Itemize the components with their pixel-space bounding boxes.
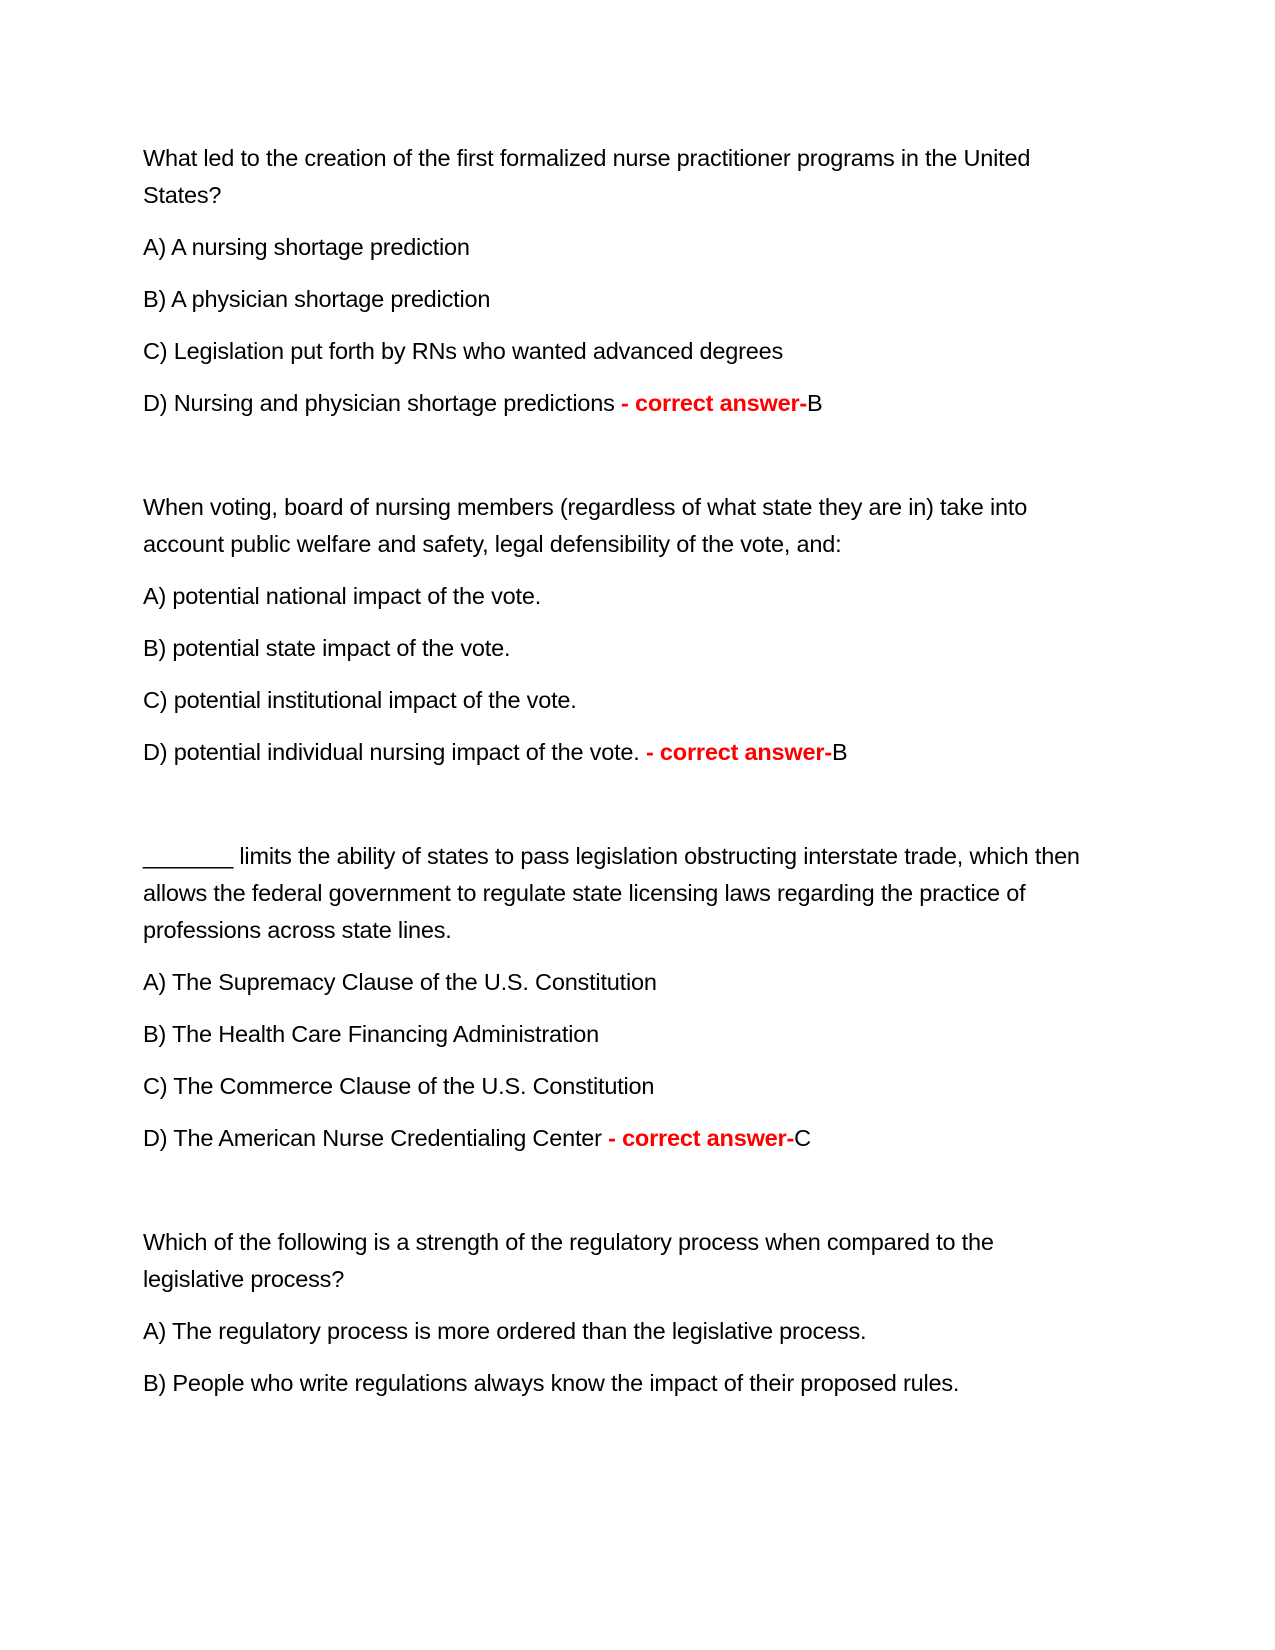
option-c: C) Legislation put forth by RNs who wanted advanced degrees: [143, 338, 784, 364]
question-stem: What led to the creation of the first formalized nurse practitioner programs in the United States?: [143, 145, 1031, 208]
option-d: D) Nursing and physician shortage predictions: [143, 390, 615, 416]
correct-answer-letter: B: [831, 739, 848, 765]
question-stem: When voting, board of nursing members (regardless of what state they are in) take into account public welfare and safety, legal defensibility of the vote, and:: [143, 494, 1028, 557]
option-b: B) People who write regulations always know the impact of their proposed rules.: [143, 1370, 960, 1396]
option-c: C) potential institutional impact of the vote.: [143, 687, 577, 713]
option-a: A) The Supremacy Clause of the U.S. Constitution: [143, 969, 657, 995]
question-3: [143, 838, 1083, 1157]
option-a: A) The regulatory process is more ordered than the legislative process.: [143, 1318, 867, 1344]
option-b: B) A physician shortage prediction: [143, 286, 491, 312]
correct-answer-letter: C: [794, 1125, 811, 1151]
question-2: [143, 489, 1083, 771]
spacer: [143, 1172, 1083, 1224]
question-4: [143, 1224, 1083, 1402]
option-d-with-answer: [143, 385, 1083, 422]
correct-answer-marker: - correct answer-: [614, 390, 808, 416]
spacer: [143, 786, 1083, 838]
option-c: C) The Commerce Clause of the U.S. Constitution: [143, 1073, 655, 1099]
option-a: A) A nursing shortage prediction: [143, 234, 470, 260]
option-d: D) The American Nurse Credentialing Center: [143, 1125, 602, 1151]
question-stem: _______ limits the ability of states to pass legislation obstructing interstate trade, which then allows the federal government to regulate state licensing laws regarding the practice of professions across state lines.: [143, 843, 1080, 943]
option-d-with-answer: [143, 1120, 1083, 1157]
correct-answer-marker: - correct answer-: [639, 739, 832, 765]
option-d-with-answer: [143, 734, 1083, 771]
spacer: [143, 437, 1083, 489]
option-b: B) potential state impact of the vote.: [143, 635, 511, 661]
option-a: A) potential national impact of the vote.: [143, 583, 542, 609]
document-page: [143, 140, 1083, 1417]
question-1: [143, 140, 1083, 422]
question-stem: Which of the following is a strength of the regulatory process when compared to the legislative process?: [143, 1229, 994, 1292]
option-b: B) The Health Care Financing Administration: [143, 1021, 599, 1047]
correct-answer-letter: B: [807, 390, 823, 416]
correct-answer-marker: - correct answer-: [601, 1125, 795, 1151]
option-d: D) potential individual nursing impact of the vote.: [143, 739, 640, 765]
